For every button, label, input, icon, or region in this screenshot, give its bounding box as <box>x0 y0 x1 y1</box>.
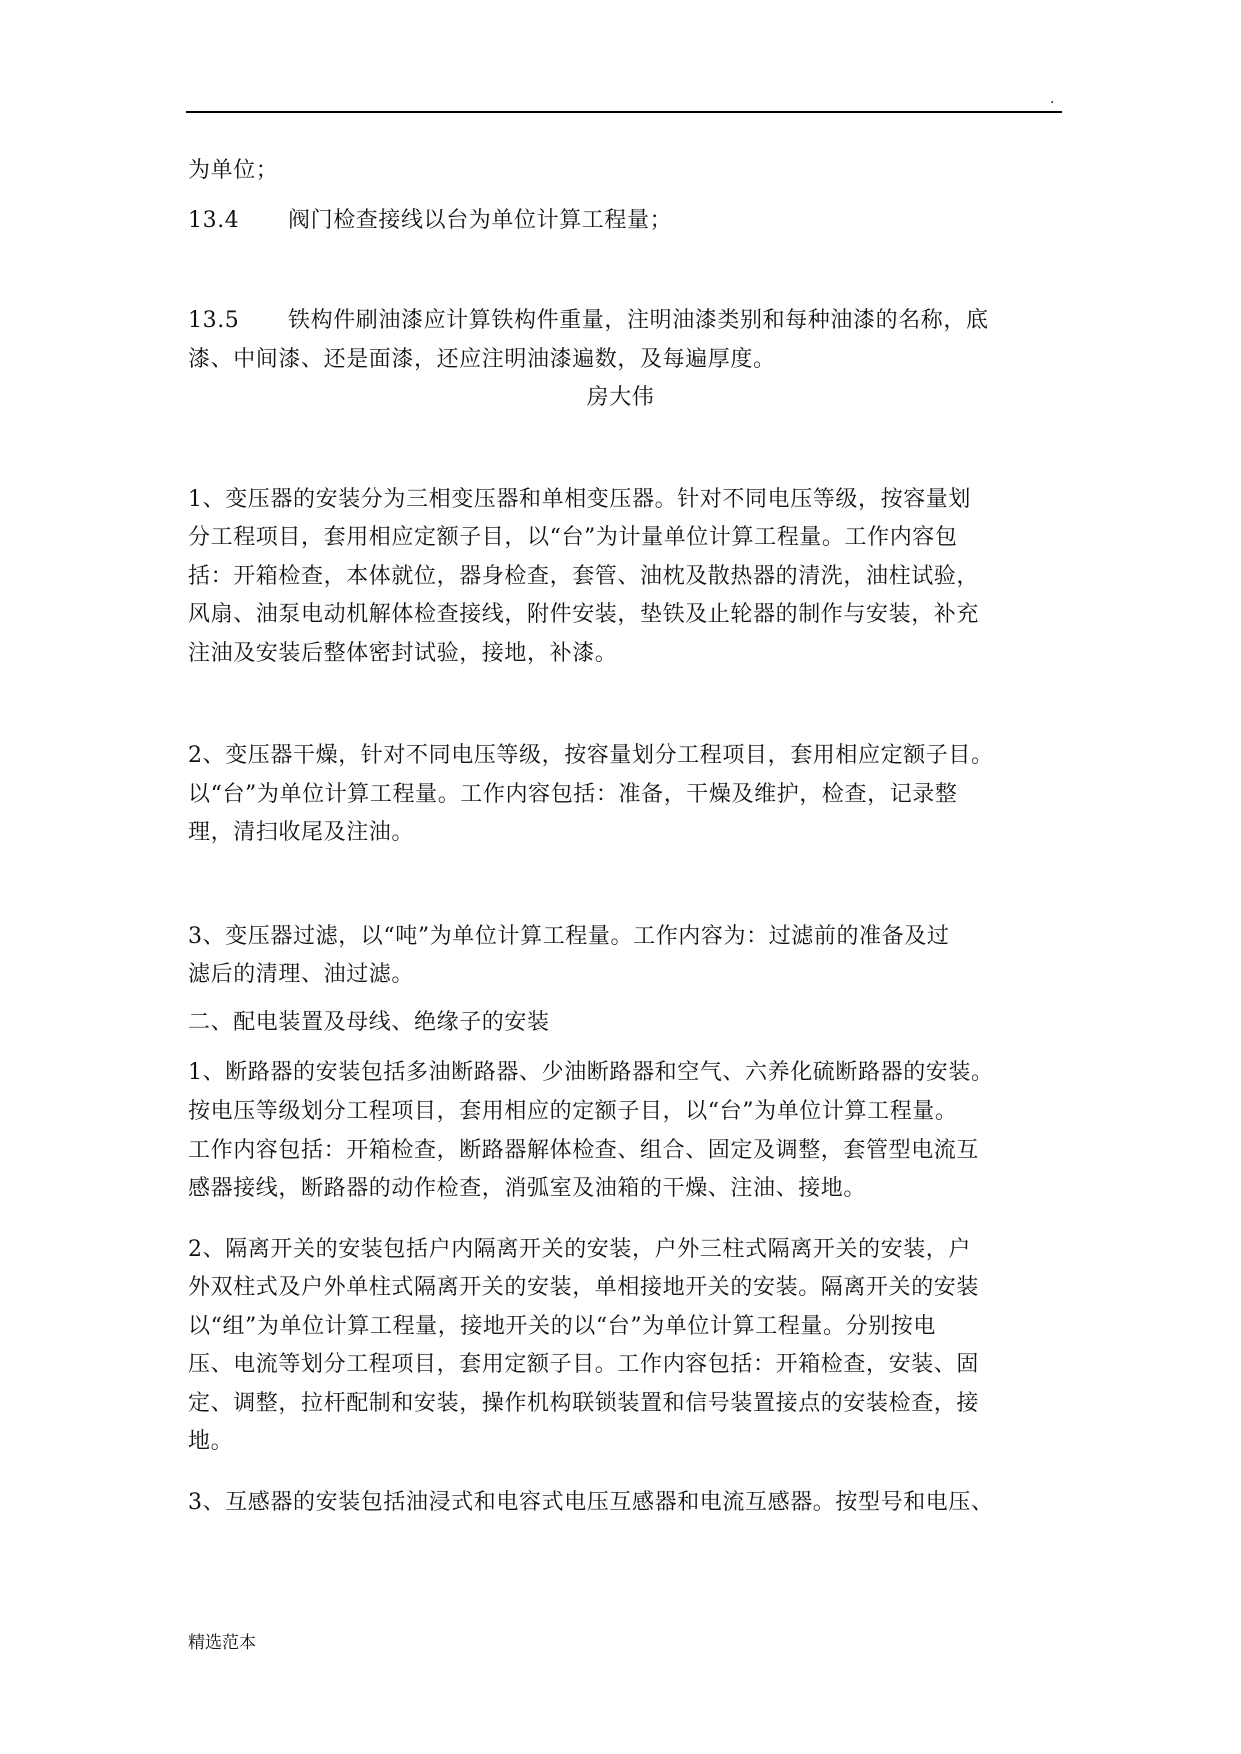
header-mark: . <box>1050 91 1055 107</box>
item-13-4-text: 阀门检查接线以台为单位计算工程量； <box>288 208 673 233</box>
s2p2-line-5: 定、调整，拉杆配制和安装，操作机构联锁装置和信号装置接点的安装检查，接 <box>188 1391 980 1416</box>
p2-line-1: 2、变压器干燥，针对不同电压等级，按容量划分工程项目，套用相应定额子目。 <box>188 743 994 768</box>
p3-line-1: 3、变压器过滤，以“吨”为单位计算工程量。工作内容为：过滤前的准备及过 <box>188 924 950 949</box>
item-13-5-text-1: 铁构件刷油漆应计算铁构件重量，注明油漆类别和每种油漆的名称，底 <box>288 308 989 333</box>
s2p2-line-2: 外双柱式及户外单柱式隔离开关的安装，单相接地开关的安装。隔离开关的安装 <box>188 1275 980 1300</box>
item-13-4-number: 13.4 <box>188 208 240 233</box>
s2p1-line-3: 工作内容包括：开箱检查，断路器解体检查、组合、固定及调整，套管型电流互 <box>188 1138 980 1163</box>
item-13-5-number: 13.5 <box>188 308 240 333</box>
s2p2-line-1: 2、隔离开关的安装包括户内隔离开关的安装，户外三柱式隔离开关的安装，户 <box>188 1237 971 1262</box>
p1-line-3: 括：开箱检查，本体就位，器身检查，套管、油枕及散热器的清洗，油柱试验， <box>188 564 980 589</box>
p1-line-1: 1、变压器的安装分为三相变压器和单相变压器。针对不同电压等级，按容量划 <box>188 487 971 512</box>
s2p2-line-4: 压、电流等划分工程项目，套用定额子目。工作内容包括：开箱检查，安装、固 <box>188 1352 980 1377</box>
s2p1-line-4: 感器接线，断路器的动作检查，消弧室及油箱的干燥、注油、接地。 <box>188 1176 867 1201</box>
section-2-heading: 二、配电装置及母线、绝缘子的安装 <box>188 1010 550 1035</box>
p3-line-2: 滤后的清理、油过滤。 <box>188 962 415 987</box>
s2p2-line-6: 地。 <box>188 1429 234 1454</box>
item-13-3-tail: 为单位； <box>188 158 279 183</box>
p2-line-2: 以“台”为单位计算工程量。工作内容包括：准备，干燥及维护，检查，记录整 <box>188 782 958 807</box>
header-rule <box>186 111 1062 113</box>
item-13-5-line-1 <box>188 307 989 335</box>
footer-text: 精选范本 <box>188 1633 256 1653</box>
p2-line-3: 理，清扫收尾及注油。 <box>188 820 415 845</box>
p1-line-4: 风扇、油泵电动机解体检查接线，附件安装，垫铁及止轮器的制作与安装，补充 <box>188 602 980 627</box>
item-13-4 <box>188 207 672 235</box>
p1-line-2: 分工程项目，套用相应定额子目，以“台”为计量单位计算工程量。工作内容包 <box>188 525 958 550</box>
s2p1-line-1: 1、断路器的安装包括多油断路器、少油断路器和空气、六养化硫断路器的安装。 <box>188 1060 994 1085</box>
author-name: 房大伟 <box>586 385 655 410</box>
s2p3-line-1: 3、互感器的安装包括油浸式和电容式电压互感器和电流互感器。按型号和电压、 <box>188 1490 994 1515</box>
s2p2-line-3: 以“组”为单位计算工程量，接地开关的以“台”为单位计算工程量。分别按电 <box>188 1314 936 1339</box>
s2p1-line-2: 按电压等级划分工程项目，套用相应的定额子目，以“台”为单位计算工程量。 <box>188 1099 958 1124</box>
p1-line-5: 注油及安装后整体密封试验，接地，补漆。 <box>188 641 618 666</box>
item-13-5-line-2: 漆、中间漆、还是面漆，还应注明油漆遍数，及每遍厚度。 <box>188 347 776 372</box>
